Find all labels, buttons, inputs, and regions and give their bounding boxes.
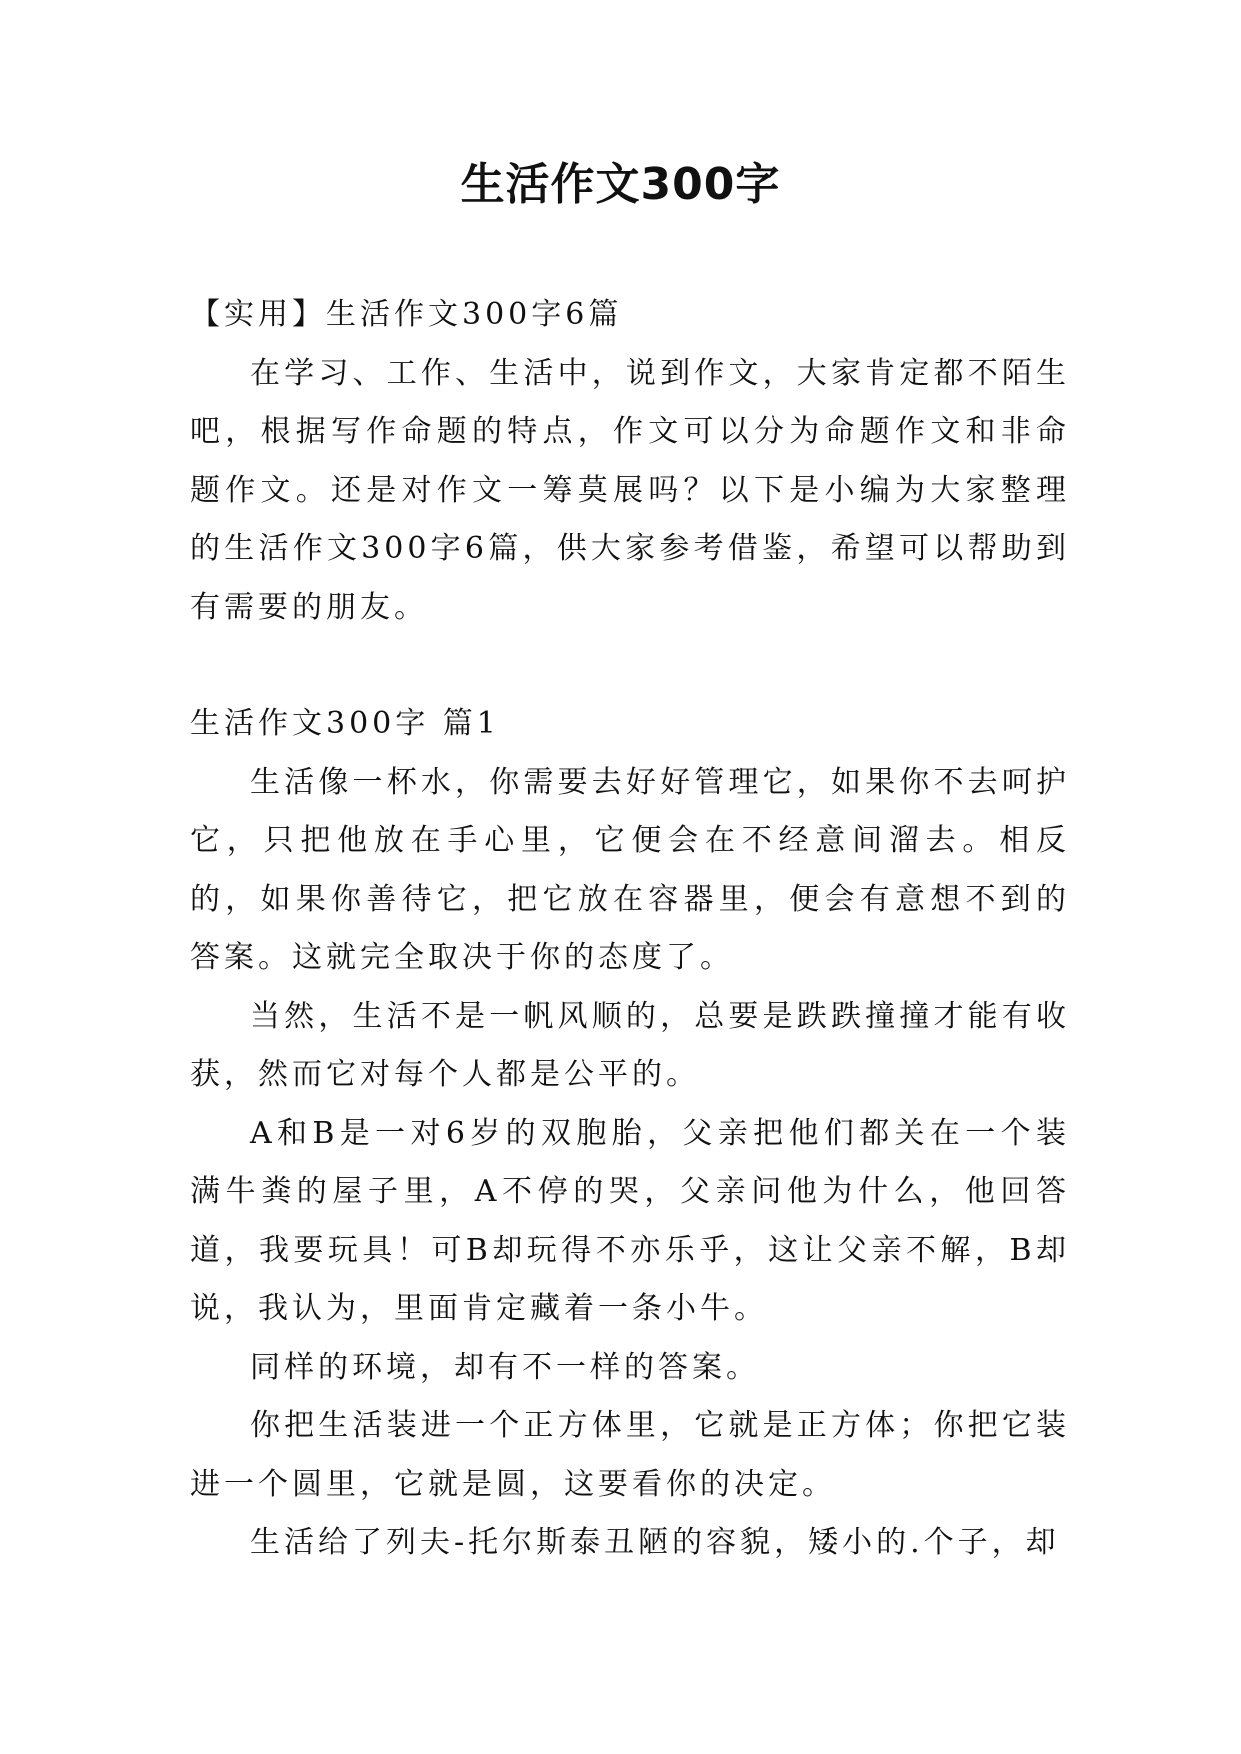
body-paragraph: 同样的环境，却有不一样的答案。 xyxy=(250,1349,760,1385)
section-heading: 生活作文300字 篇1 xyxy=(190,706,500,741)
body-paragraph: 生活给了列夫-托尔斯泰丑陋的容貌，矮小的.个子，却 xyxy=(250,1525,1060,1560)
document-title: 生活作文300字 xyxy=(460,159,781,210)
document-body xyxy=(190,286,1070,1573)
body-paragraph: A和B是一对6岁的双胞胎，父亲把他们都关在一个装满牛粪的屋子里，A不停的哭，父亲问他为什么，他回答道，我要玩具！可B却玩得不亦乐乎，这让父亲不解，B却说，我认为，里面肯定藏着一条小牛。 xyxy=(190,1115,1070,1326)
body-paragraph: 当然，生活不是一帆风顺的，总要是跌跌撞撞才能有收获，然而它对每个人都是公平的。 xyxy=(190,998,1070,1092)
document-subtitle: 【实用】生活作文300字6篇 xyxy=(190,297,623,332)
body-paragraph: 生活像一杯水，你需要去好好管理它，如果你不去呵护它，只把他放在手心里，它便会在不经意间溜去。相反的，如果你善待它，把它放在容器里，便会有意想不到的答案。这就完全取决于你的态度了。 xyxy=(190,764,1070,975)
intro-paragraph: 在学习、工作、生活中，说到作文，大家肯定都不陌生吧，根据写作命题的特点，作文可以分为命题作文和非命题作文。还是对作文一筹莫展吗？以下是小编为大家整理的生活作文300字6篇，供大家参考借鉴，希望可以帮助到有需要的朋友。 xyxy=(190,355,1070,625)
body-paragraph: 你把生活装进一个正方体里，它就是正方体；你把它装进一个圆里，它就是圆，这要看你的决定。 xyxy=(190,1408,1070,1502)
